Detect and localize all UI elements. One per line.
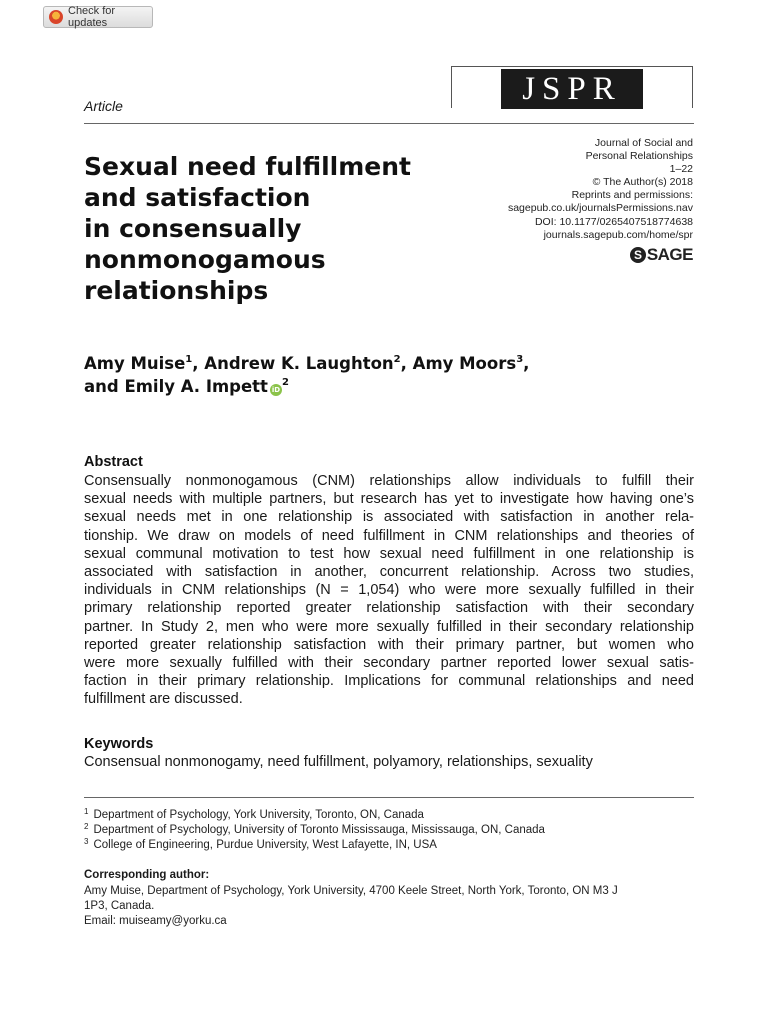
abstract-line: sexual needs met in one relationship is associated with satisfaction in another rela- bbox=[84, 509, 694, 526]
corresponding-author-heading: Corresponding author: bbox=[84, 869, 210, 881]
article-title bbox=[84, 151, 444, 306]
publisher-name: SAGE bbox=[646, 245, 693, 264]
title-line: relationships bbox=[84, 276, 269, 305]
abstract-line: were more sexually fulfilled with their secondary partner reported lower sexual satis- bbox=[84, 655, 694, 672]
orcid-icon[interactable]: iD bbox=[271, 386, 281, 394]
journal-name: Journal of Social and bbox=[594, 137, 693, 149]
crossmark-icon bbox=[49, 10, 63, 24]
reprints-label: Reprints and permissions: bbox=[571, 189, 693, 202]
abstract-line: associated with satisfaction in another, concurrent relationship. Across two studies, bbox=[84, 564, 694, 581]
abstract-heading: Abstract bbox=[84, 454, 143, 470]
affiliation-ref: 2 bbox=[393, 354, 401, 365]
abstract-line: partner. In Study 2, men who were more sexually fulfilled in their secondary relationship bbox=[84, 618, 694, 635]
author-name: Amy Muise bbox=[84, 354, 186, 373]
journal-metadata bbox=[393, 137, 693, 242]
abstract-line: faction in their primary relationship. Implications for communal relationships and need bbox=[84, 673, 694, 690]
abstract-line: fulfillment are discussed. bbox=[84, 691, 243, 708]
abstract-line: reported greater relationship satisfaction with their primary partner, but women who bbox=[84, 636, 694, 653]
author-name: Andrew K. Laughton bbox=[204, 354, 394, 373]
corresponding-address: Amy Muise, Department of Psychology, York University, 4700 Keele Street, North York, Toronto, ON M3 J bbox=[84, 885, 618, 897]
article-type: Article bbox=[84, 98, 123, 114]
affiliations bbox=[84, 808, 545, 853]
corresponding-address: 1P3, Canada. bbox=[84, 900, 155, 912]
abstract-line: sexual communal motivation to test how sexual need fulfillment in one relationship is bbox=[84, 545, 694, 562]
copyright: © The Author(s) 2018 bbox=[592, 176, 693, 189]
author-line: Amy Muise$^1$, Andrew K. Laughton$^2$, Amy Moors$^3$, bbox=[84, 354, 530, 373]
keywords-heading: Keywords bbox=[84, 736, 154, 752]
abstract-line: primary relationship reported greater relationship satisfaction with their secondary bbox=[84, 600, 694, 617]
affiliation-item: $^3$ College of Engineering, Purdue University, West Lafayette, IN, USA bbox=[84, 837, 437, 851]
corresponding-email[interactable]: Email: muiseamy@yorku.ca bbox=[84, 915, 227, 927]
footnote-divider bbox=[84, 797, 694, 798]
affiliation-ref: 3 bbox=[516, 354, 524, 365]
title-line: Sexual need fulfillment bbox=[84, 152, 412, 181]
doi[interactable]: DOI: 10.1177/0265407518774638 bbox=[534, 215, 693, 228]
abstract-line: sexual needs with multiple partners, but research has yet to investigate how having one’s bbox=[84, 491, 694, 508]
corresponding-author-details bbox=[84, 884, 696, 929]
affiliation-item: $^1$ Department of Psychology, York University, Toronto, ON, Canada bbox=[84, 807, 424, 821]
abstract-line: individuals in CNM relationships (N = 1,054) who were more sexually fulfilled in their bbox=[84, 582, 694, 599]
journal-name: Personal Relationships bbox=[585, 150, 693, 163]
affiliation-ref: 2 bbox=[281, 377, 289, 388]
abstract-line: Consensually nonmonogamous (CNM) relationships allow individuals to fulfill their bbox=[84, 473, 694, 489]
abstract-line: tionship. We draw on models of need fulfillment in CNM relationships and theories of bbox=[84, 527, 694, 544]
sage-logo-icon: S SAGE bbox=[630, 245, 693, 265]
author-name: Amy Moors bbox=[412, 354, 517, 373]
title-line: in consensually bbox=[84, 214, 302, 243]
keywords-list: Consensual nonmonogamy, need fulfillment, polyamory, relationships, sexuality bbox=[84, 754, 593, 770]
author-list bbox=[84, 352, 694, 398]
title-line: and satisfaction bbox=[84, 183, 311, 212]
page-range: 1–22 bbox=[669, 163, 693, 176]
abstract-body bbox=[84, 472, 694, 709]
title-line: nonmonogamous bbox=[84, 245, 326, 274]
header-divider bbox=[84, 123, 694, 124]
affiliation-ref: 1 bbox=[185, 354, 193, 365]
reprints-link[interactable]: sagepub.co.uk/journalsPermissions.nav bbox=[507, 202, 693, 215]
author-line: and Emily A. Impett $iD^2$ bbox=[84, 377, 289, 396]
journal-url[interactable]: journals.sagepub.com/home/spr bbox=[543, 228, 693, 241]
check-for-updates-label: Check for updates bbox=[68, 5, 116, 29]
author-name: Emily A. Impett bbox=[124, 377, 268, 396]
check-for-updates-button[interactable] bbox=[43, 6, 153, 28]
journal-logo: JSPR bbox=[501, 69, 643, 109]
affiliation-item: $^2$ Department of Psychology, University of Toronto Mississauga, Mississauga, ON, Canada bbox=[84, 822, 545, 836]
